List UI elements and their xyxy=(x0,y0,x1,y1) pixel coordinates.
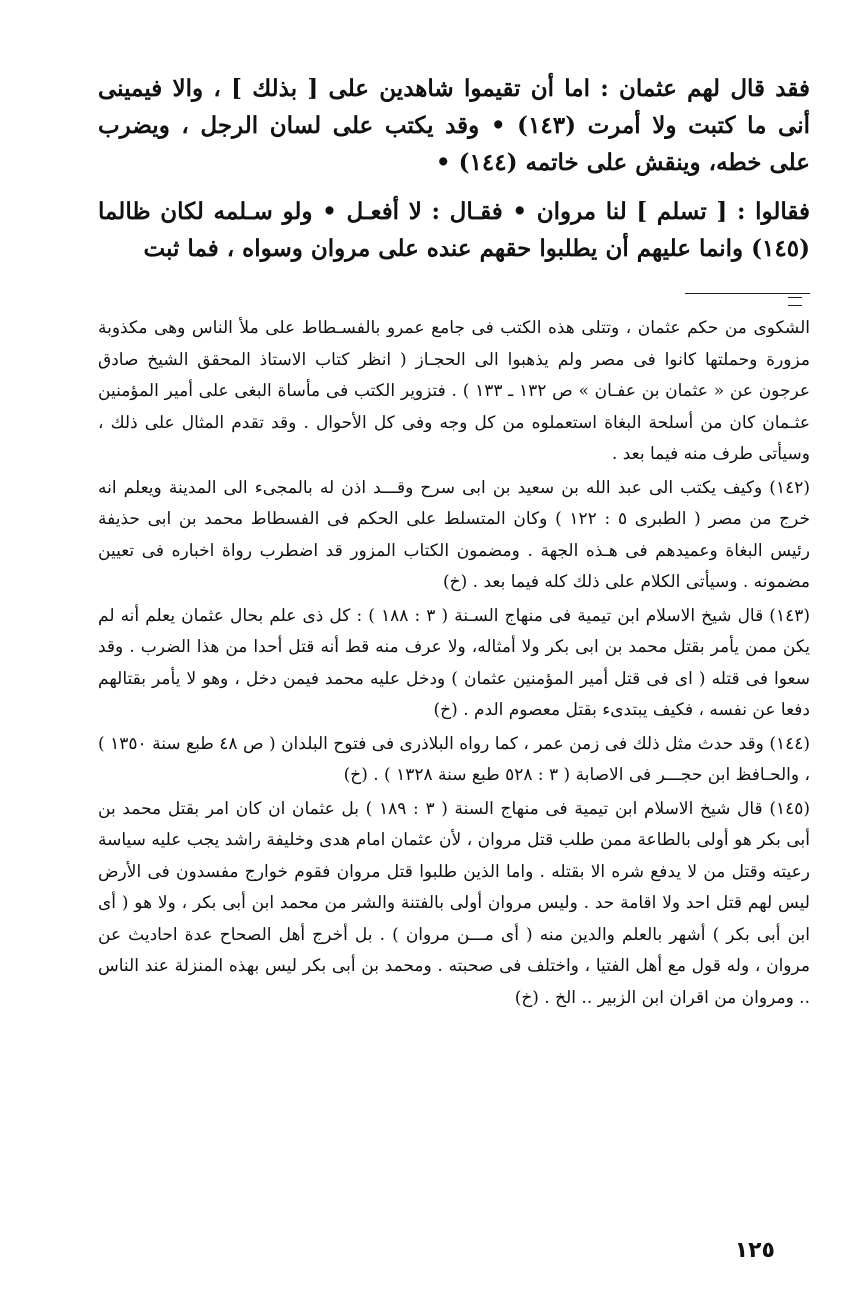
page-number: ١٢٥ xyxy=(734,1238,775,1263)
footnote-145: (١٤٥) قال شيخ الاسلام ابن تيمية فى منهاج السنة ( ٣ : ١٨٩ ) بل عثمان ان كان امر بقتل محمد بن أبى بكر هو أولى بالطاعة ممن طلب قتل مروان ، لأن عثمان امام هدى وخليفة راشد يجب عليه سياسة رعيته وقتل من لا يدفع شره الا بقتله . واما الذين طلبوا قتل مروان فقوم خوارج مفسدون فى الأرض ليس لهم قتل احد ولا اقامة حد . وليس مروان أولى بالفتنة والشر من محمد ابن أبى بكر ، ولا هو ( أى ابن أبى بكر ) أشهر بالعلم والدين منه ( أى مـــن مروان ) . بل أخرج أهل الصحاح عدة احاديث عن مروان ، وله قول مع أهل الفتيا ، واختلف فى صحبته . ومحمد بن أبى بكر ليس بهذه المنزلة عند الناس .. ومروان من اقران ابن الزبير .. الخ . (خ) xyxy=(98,798,810,1008)
footnote-separator xyxy=(98,279,810,313)
footnote-143: (١٤٣) قال شيخ الاسلام ابن تيمية فى منهاج السـنة ( ٣ : ١٨٨ ) : كل ذى علم بحال عثمان يعلم أنه لم يكن ممن يأمر بقتل محمد بن ابى بكر ولا أمثاله، ولا عرف منه قط أنه قتل أحدا من هذا الضرب . وقد سعوا فى قتله ( اى فى قتل أمير المؤمنين عثمان ) ودخل عليه محمد فيمن دخل ، وهو لا يأمر بقتالهم دفعا عن نفسه ، فكيف يبتدىء بقتل معصوم الدم . (خ) xyxy=(98,605,810,720)
continuation-mark xyxy=(788,297,802,306)
main-paragraph-1: فقد قال لهم عثمان : اما أن تقيموا شاهدين على [ بذلك ] ، والا فيمينى أنى ما كتبت ولا أمرت (١٤٣) • وقد يكتب على لسان الرجل ، ويضرب على خطه، وينقش على خاتمه (١٤٤) • xyxy=(98,75,810,176)
footnote-144: (١٤٤) وقد حدث مثل ذلك فى زمن عمر ، كما رواه البلاذرى فى فتوح البلدان ( ص ٤٨ طبع سنة ١٣٥٠ ) ، والحـافظ ابن حجـــر فى الاصابة ( ٣ : ٥٢٨ طبع سنة ١٣٢٨ ) . (خ) xyxy=(98,733,811,785)
main-text xyxy=(98,70,810,267)
footnotes xyxy=(98,313,810,1014)
footnote-142: (١٤٢) وكيف يكتب الى عبد الله بن سعيد بن ابى سرح وقـــد اذن له بالمجىء الى المدينة ويعلم انه خرج من مصر ( الطبرى ٥ : ١٢٢ ) وكان المتسلط على الحكم فى الفسطاط محمد بن ابى حذيفة رئيس البغاة وعميدهم فى هـذه الجهة . ومضمون الكتاب المزور قد اضطرب رواة اخباره فى تعيين مضمونه . وسيأتى الكلام على ذلك كله فيما بعد . (خ) xyxy=(98,477,810,592)
footnote-continuation: الشكوى من حكم عثمان ، وتتلى هذه الكتب فى جامع عمرو بالفسـطاط على ملأ الناس وهى مكذوبة مزورة وحملتها كانوا فى مصر ولم يذهبوا الى الحجـاز ( انظر كتاب الاستاذ المحقق الشيخ صادق عرجون عن « عثمان بن عفـان » ص ١٣٢ ـ ١٣٣ ) . فتزوير الكتب فى مأساة البغى على أمير المؤمنين عثـمان كان من أسلحة البغاة استعملوه من كل وجه وفى كل الأحوال . وقد تقدم المثال على ذلك ، وسيأتى طرف منه فيما بعد . xyxy=(98,318,810,464)
footnote-rule xyxy=(685,293,810,294)
main-paragraph-2: فقالوا : [ تسلم ] لنا مروان • فقـال : لا أفعـل • ولو سـلمه لكان ظالما (١٤٥) وانما عليهم أن يطلبوا حقهم عنده على مروان وسواه ، فما ثبت xyxy=(98,198,810,262)
book-page xyxy=(98,70,810,1014)
